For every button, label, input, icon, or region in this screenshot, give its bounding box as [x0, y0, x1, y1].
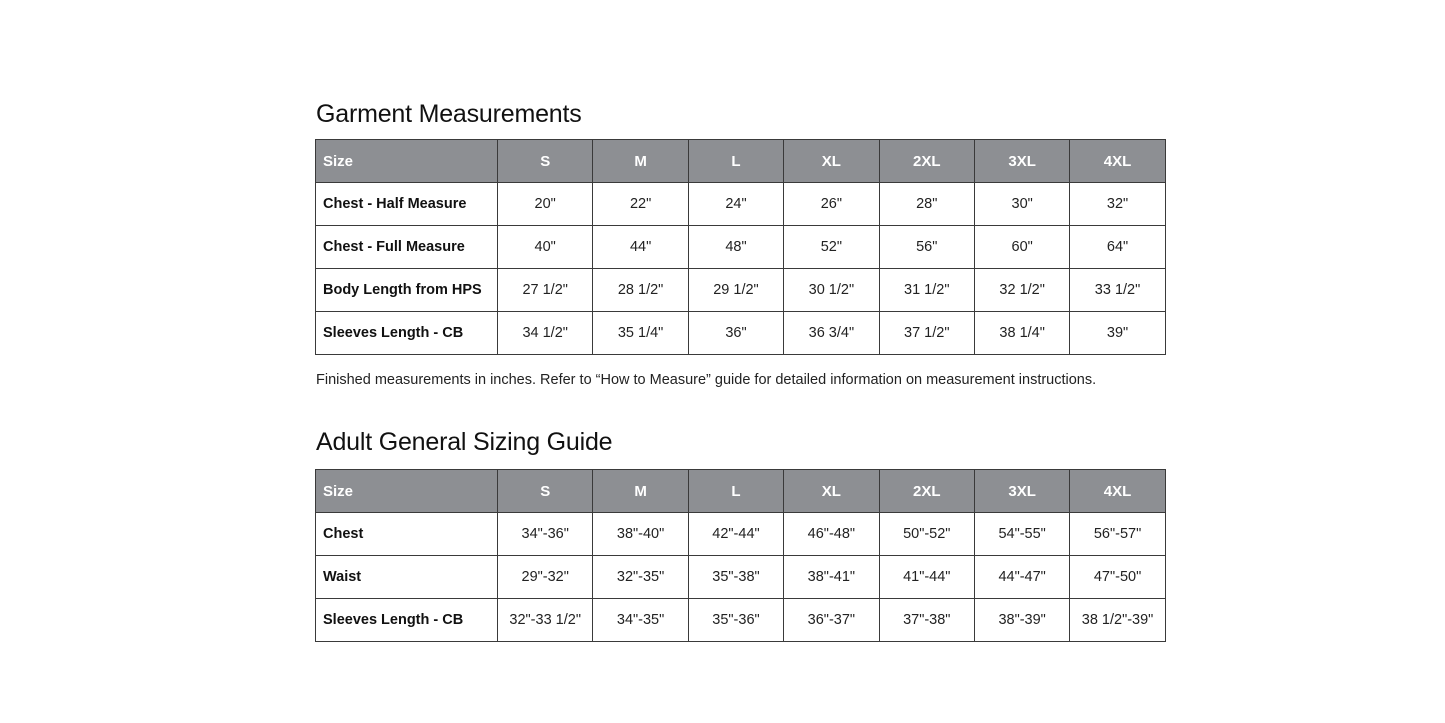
size-header-4xl: 4XL	[1070, 140, 1165, 183]
table-cell: 38"-41"	[784, 556, 879, 599]
size-header-xl: XL	[784, 140, 879, 183]
table-cell: 48"	[688, 226, 783, 269]
table-header-row	[316, 140, 1166, 183]
sizing-guide-title: Adult General Sizing Guide	[316, 428, 613, 456]
table-cell: 30 1/2"	[784, 269, 879, 312]
table-cell: 44"	[593, 226, 688, 269]
garment-measurements-table	[315, 139, 1166, 355]
table-row	[316, 599, 1166, 642]
size-header-3xl: 3XL	[974, 140, 1069, 183]
table-cell: 36"-37"	[784, 599, 879, 642]
table-cell: 35"-38"	[688, 556, 783, 599]
table-cell: 20"	[498, 183, 593, 226]
row-label: Body Length from HPS	[316, 269, 498, 312]
table-cell: 32"	[1070, 183, 1165, 226]
table-row	[316, 269, 1166, 312]
table-row	[316, 226, 1166, 269]
table-cell: 38"-40"	[593, 513, 688, 556]
row-label: Chest	[316, 513, 498, 556]
table-cell: 38"-39"	[974, 599, 1069, 642]
table-cell: 31 1/2"	[879, 269, 974, 312]
table-cell: 34"-35"	[593, 599, 688, 642]
table-cell: 46"-48"	[784, 513, 879, 556]
table-cell: 34 1/2"	[498, 312, 593, 355]
size-header-2xl: 2XL	[879, 140, 974, 183]
size-header-label: Size	[316, 140, 498, 183]
table-cell: 36"	[688, 312, 783, 355]
table-cell: 27 1/2"	[498, 269, 593, 312]
size-header-xl: XL	[784, 470, 879, 513]
table-cell: 29"-32"	[498, 556, 593, 599]
table-cell: 64"	[1070, 226, 1165, 269]
size-header-s: S	[498, 470, 593, 513]
table-cell: 26"	[784, 183, 879, 226]
table-cell: 60"	[974, 226, 1069, 269]
table-cell: 37"-38"	[879, 599, 974, 642]
table-cell: 22"	[593, 183, 688, 226]
table-cell: 32"-35"	[593, 556, 688, 599]
table-row	[316, 312, 1166, 355]
table-row	[316, 556, 1166, 599]
table-cell: 35 1/4"	[593, 312, 688, 355]
table-cell: 32"-33 1/2"	[498, 599, 593, 642]
size-header-4xl: 4XL	[1070, 470, 1165, 513]
table-cell: 40"	[498, 226, 593, 269]
table-cell: 38 1/4"	[974, 312, 1069, 355]
table-cell: 37 1/2"	[879, 312, 974, 355]
table-cell: 30"	[974, 183, 1069, 226]
row-label: Sleeves Length - CB	[316, 312, 498, 355]
sizing-guide-table	[315, 469, 1166, 642]
table-cell: 56"-57"	[1070, 513, 1165, 556]
table-cell: 24"	[688, 183, 783, 226]
row-label: Waist	[316, 556, 498, 599]
garment-measurements-title: Garment Measurements	[316, 100, 582, 128]
size-header-label: Size	[316, 470, 498, 513]
table-cell: 56"	[879, 226, 974, 269]
table-cell: 34"-36"	[498, 513, 593, 556]
table-cell: 44"-47"	[974, 556, 1069, 599]
table-cell: 41"-44"	[879, 556, 974, 599]
table-row	[316, 183, 1166, 226]
table-cell: 47"-50"	[1070, 556, 1165, 599]
table-cell: 52"	[784, 226, 879, 269]
measurement-note: Finished measurements in inches. Refer to “How to Measure” guide for detailed information on measurement instructions.	[316, 372, 1097, 388]
row-label: Sleeves Length - CB	[316, 599, 498, 642]
table-cell: 50"-52"	[879, 513, 974, 556]
table-cell: 38 1/2"-39"	[1070, 599, 1165, 642]
row-label: Chest - Half Measure	[316, 183, 498, 226]
table-cell: 33 1/2"	[1070, 269, 1165, 312]
table-cell: 54"-55"	[974, 513, 1069, 556]
table-row	[316, 513, 1166, 556]
size-header-l: L	[688, 470, 783, 513]
row-label: Chest - Full Measure	[316, 226, 498, 269]
size-header-l: L	[688, 140, 783, 183]
table-cell: 36 3/4"	[784, 312, 879, 355]
table-cell: 28"	[879, 183, 974, 226]
table-cell: 32 1/2"	[974, 269, 1069, 312]
size-header-3xl: 3XL	[974, 470, 1069, 513]
table-cell: 42"-44"	[688, 513, 783, 556]
table-header-row	[316, 470, 1166, 513]
size-header-m: M	[593, 470, 688, 513]
table-cell: 29 1/2"	[688, 269, 783, 312]
size-header-m: M	[593, 140, 688, 183]
table-cell: 35"-36"	[688, 599, 783, 642]
size-header-2xl: 2XL	[879, 470, 974, 513]
table-cell: 28 1/2"	[593, 269, 688, 312]
table-cell: 39"	[1070, 312, 1165, 355]
size-header-s: S	[498, 140, 593, 183]
